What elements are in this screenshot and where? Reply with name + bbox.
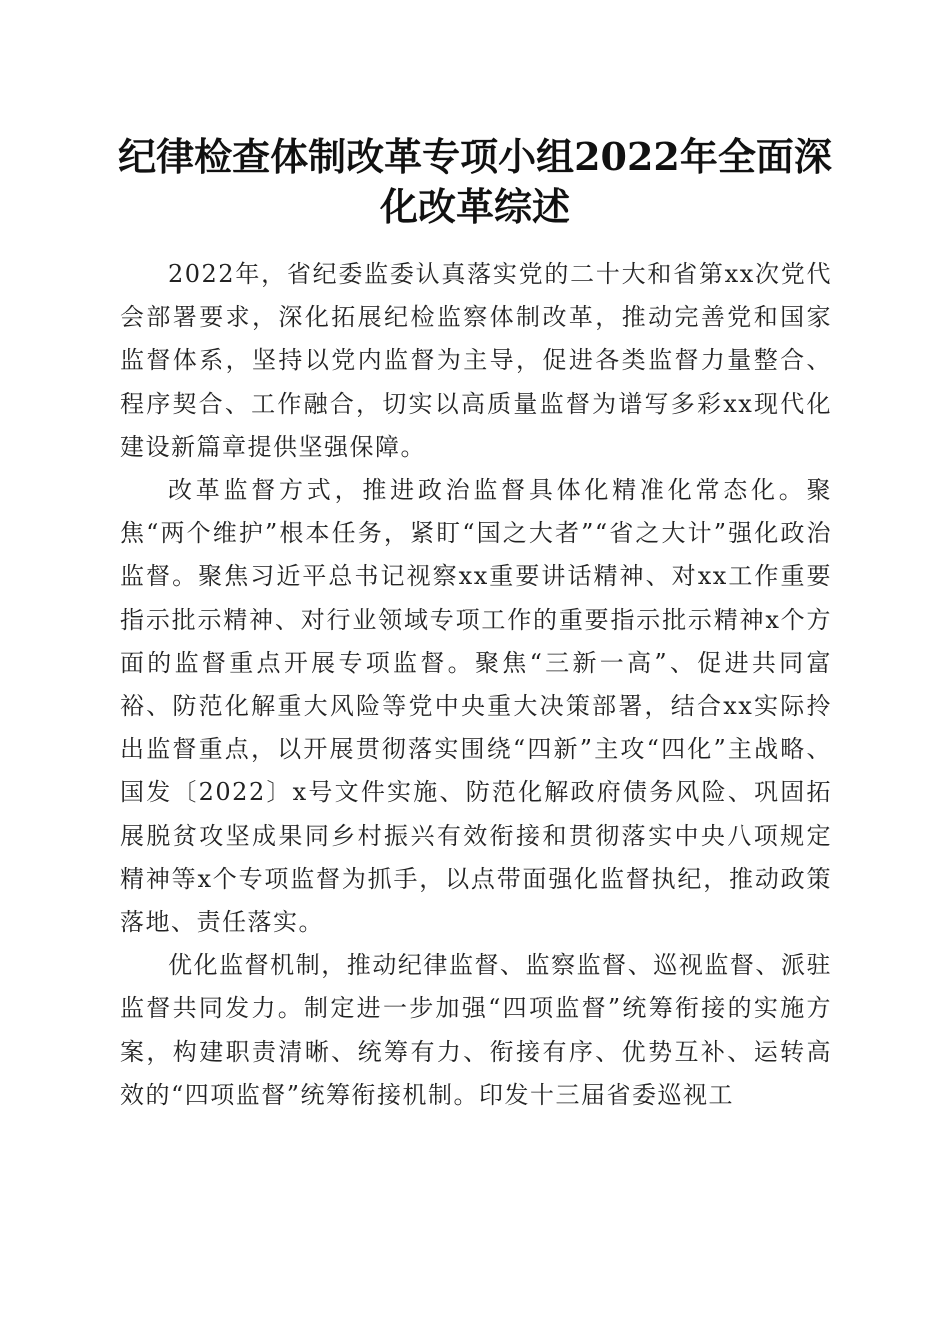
paragraph-intro: 2022年，省纪委监委认真落实党的二十大和省第xx次党代会部署要求，深化拓展纪检监察体制改革，推动完善党和国家监督体系，坚持以党内监督为主导，促进各类监督力量整合、程序契合、工作融合，切实以高质量监督为谱写多彩xx现代化建设新篇章提供坚强保障。 <box>120 260 832 461</box>
paragraph-supervision-methods: 改革监督方式，推进政治监督具体化精准化常态化。聚焦“两个维护”根本任务，紧盯“国之大者”“省之大计”强化政治监督。聚焦习近平总书记视察xx重要讲话精神、对xx工作重要指示批示精神、对行业领域专项工作的重要指示批示精神x个方面的监督重点开展专项监督。聚焦“三新一高”、促进共同富裕、防范化解重大风险等党中央重大决策部署，结合xx实际拎出监督重点，以开展贯彻落实围绕“四新”主攻“四化”主战略、国发〔2022〕x号文件实施、防范化解政府债务风险、巩固拓展脱贫攻坚成果同乡村振兴有效衔接和贯彻落实中央八项规定精神等x个专项监督为抓手，以点带面强化监督执纪，推动政策落地、责任落实。 <box>120 476 832 937</box>
paragraph-supervision-mechanism: 优化监督机制，推动纪律监督、监察监督、巡视监督、派驻监督共同发力。制定进一步加强“四项监督”统筹衔接的实施方案，构建职责清晰、统筹有力、衔接有序、优势互补、运转高效的“四项监督”统筹衔接机制。印发十三届省委巡视工 <box>120 951 832 1109</box>
document-title: 纪律检查体制改革专项小组2022年全面深化改革综述 <box>118 134 832 229</box>
document-body <box>120 253 832 1117</box>
